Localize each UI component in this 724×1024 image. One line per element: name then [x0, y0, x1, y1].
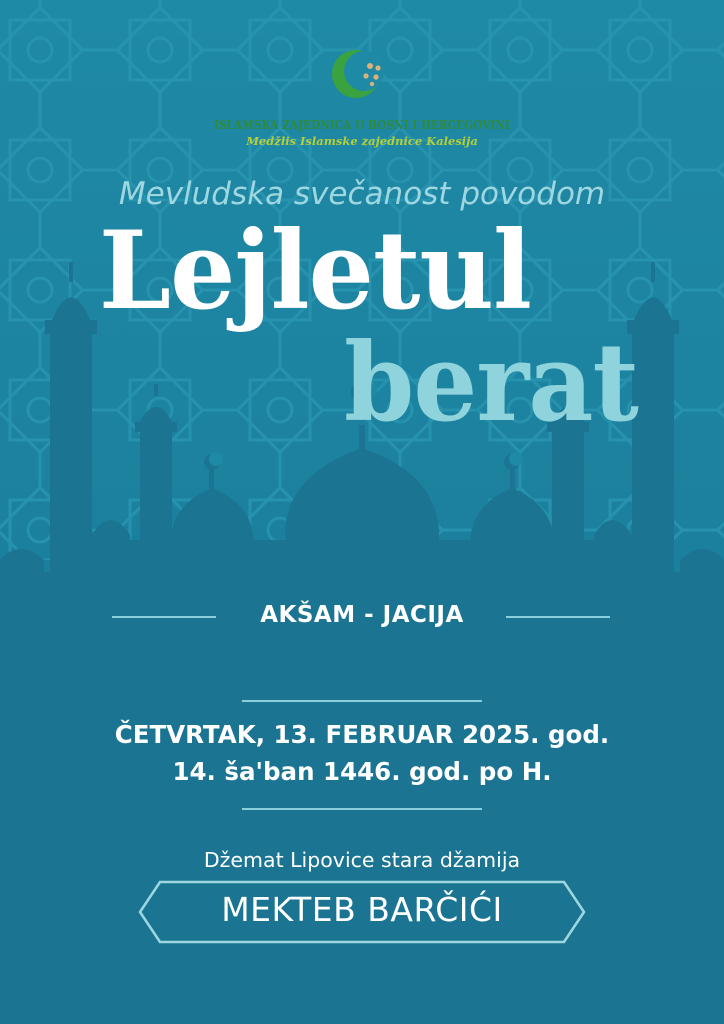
hijri-date: 14. ša'ban 1446. god. po H.: [172, 757, 552, 786]
location-name: MEKTEB BARČIĆI: [221, 890, 503, 929]
title-line-1: Lejletul: [98, 208, 532, 334]
medzlis-name: Medžlis Islamske zajednice Kalesija: [246, 134, 478, 148]
event-subtitle: Mevludska svečanost povodom: [118, 176, 606, 212]
prayers-rule-right: [506, 616, 610, 618]
crescent-logo-icon: [326, 44, 398, 104]
event-date: ČETVRTAK, 13. FEBRUAR 2025. god.: [114, 720, 610, 749]
title-line-2: berat: [344, 320, 638, 446]
prayer-times: AKŠAM - JACIJA: [260, 602, 464, 628]
organization-name: ISLAMSKA ZAJEDNICA U BOSNI I HERCEGOVINI: [213, 118, 510, 132]
date-divider-bottom: [242, 808, 482, 810]
date-divider-top: [242, 700, 482, 702]
location-label: Džemat Lipovice stara džamija: [203, 848, 521, 872]
